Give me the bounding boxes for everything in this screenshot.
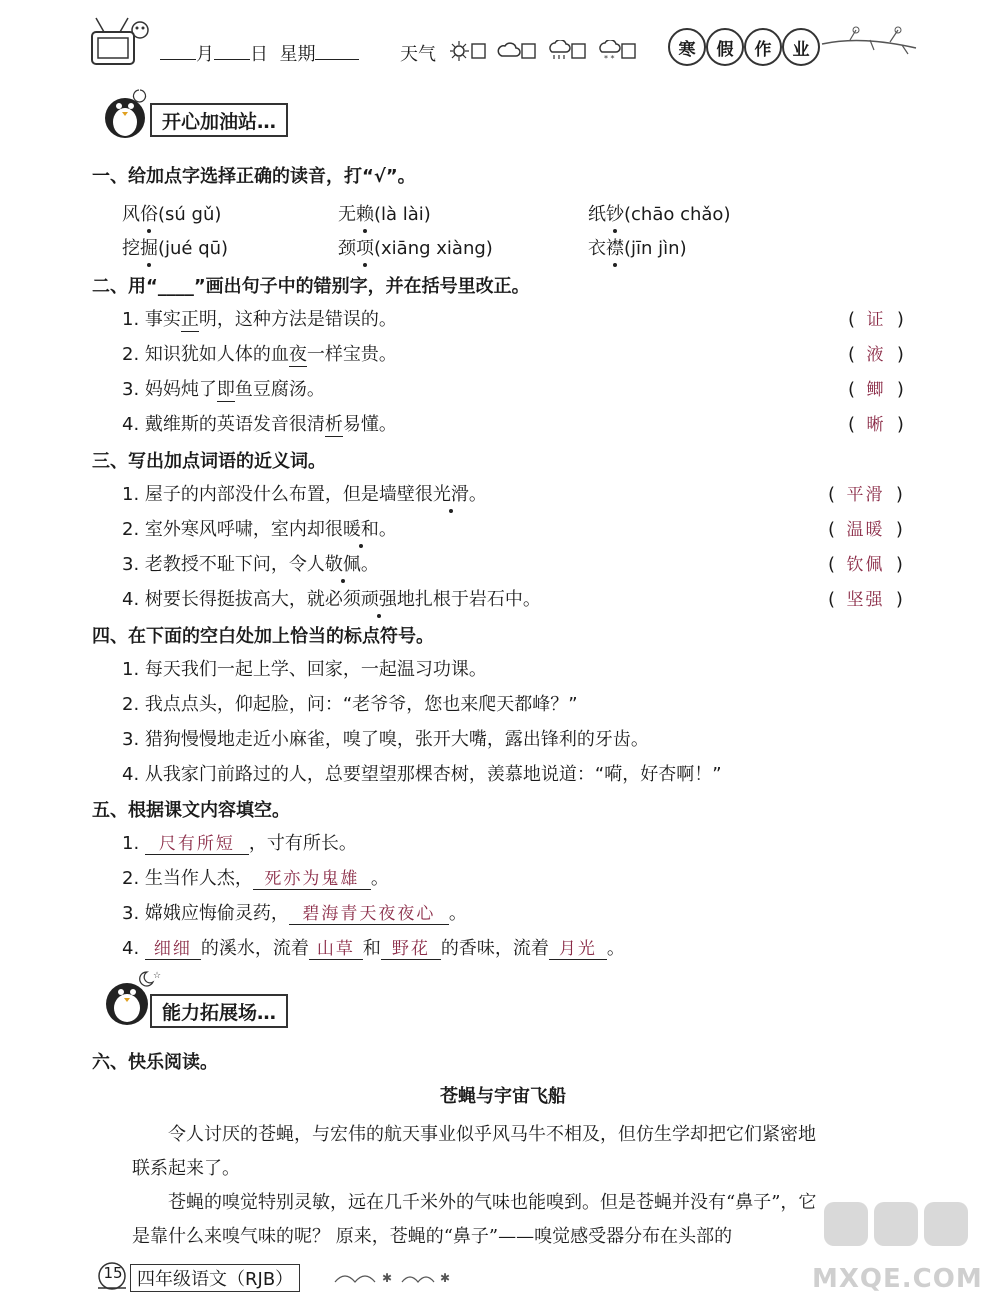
- synonym-answer-1: ( 平滑 ): [828, 484, 903, 505]
- punctuation-item-2: 2. 我点点头，仰起脸，问：“老爷爷，您也来爬天都峰？”: [122, 694, 578, 715]
- weather-line: 天气: [400, 44, 436, 65]
- cloud-icon: [498, 43, 520, 56]
- synonym-item-1: 1. 屋子的内部没什么布置，但是墙壁很光滑。: [122, 484, 487, 505]
- section-banner-ability: 能力拓展场…: [150, 994, 288, 1028]
- svg-text:☆: ☆: [153, 971, 162, 981]
- seal-char-1: 寒: [668, 28, 706, 66]
- typo-answer-2: ( 液 ): [848, 344, 904, 365]
- fill-item-3: 3. 嫦娥应悔偷灵药， 碧海青天夜夜心 。: [122, 899, 467, 925]
- typo-item-2: 2. 知识犹如人体的血夜一样宝贵。: [122, 344, 397, 365]
- seal-char-4: 业: [782, 28, 820, 66]
- pinyin-item-4: 挖掘(jué qū): [122, 238, 229, 259]
- svg-text:✱: ✱: [382, 1271, 393, 1285]
- pinyin-item-5: 颈项(xiāng xiàng): [338, 238, 493, 259]
- typo-item-1: 1. 事实正明，这种方法是错误的。: [122, 309, 397, 330]
- snow-icon: [600, 40, 620, 62]
- branch-decoration-icon: [820, 22, 920, 62]
- paragraph-1-line-2: 联系起来了。: [132, 1158, 240, 1179]
- watermark-text: MXQE.COM: [812, 1264, 983, 1294]
- fill-item-2: 2. 生当作人杰， 死亦为鬼雄 。: [122, 864, 389, 890]
- synonym-item-2: 2. 室外寒风呼啸，室内却很暖和。: [122, 519, 397, 540]
- section-4-title: 四、在下面的空白处加上恰当的标点符号。: [92, 626, 434, 647]
- pinyin-item-1: 风俗(sú gǔ): [122, 204, 222, 225]
- section-5-title: 五、根据课文内容填空。: [92, 800, 290, 821]
- synonym-item-3: 3. 老教授不耻下问，令人敬佩。: [122, 554, 379, 575]
- penguin-mascot-icon: [95, 82, 155, 142]
- pinyin-item-2: 无赖(là lài): [338, 204, 431, 225]
- typo-item-3: 3. 妈妈炖了即鱼豆腐汤。: [122, 379, 325, 400]
- footer-decoration-icon: [330, 1262, 460, 1292]
- section-3-title: 三、写出加点词语的近义词。: [92, 451, 326, 472]
- pinyin-item-3: 纸钞(chāo chǎo): [588, 204, 731, 225]
- fill-item-1: 1. 尺有所短 ，寸有所长。: [122, 829, 357, 855]
- section-2-title: 二、用“____”画出句子中的错别字，并在括号里改正。: [92, 276, 530, 297]
- watermark-logo-icon: [818, 1196, 978, 1260]
- punctuation-item-3: 3. 猎狗慢慢地走近小麻雀，嗅了嗅，张开大嘴，露出锋利的牙齿。: [122, 729, 649, 750]
- rain-icon: [550, 40, 570, 59]
- punctuation-item-4: 4. 从我家门前路过的人，总要望望那棵杏树，羡慕地说道：“嗬，好杏啊！”: [122, 764, 722, 785]
- svg-text:* *: * *: [604, 54, 615, 62]
- fill-item-4: 4. 细细 的溪水，流着 山草 和 野花 的香味，流着 月光 。: [122, 934, 625, 960]
- section-1-title: 一、给加点字选择正确的读音，打“√”。: [92, 166, 416, 187]
- synonym-answer-4: ( 坚强 ): [828, 589, 903, 610]
- seal-char-2: 假: [706, 28, 744, 66]
- weather-icons: [450, 40, 650, 62]
- paragraph-2-line-1: 苍蝇的嗅觉特别灵敏，远在几千米外的气味也能嗅到。但是苍蝇并没有“鼻子”，它: [168, 1192, 817, 1213]
- book-label: 四年级语文（RJB）: [130, 1264, 300, 1292]
- typo-answer-4: ( 晰 ): [848, 414, 904, 435]
- section-6-title: 六、快乐阅读。: [92, 1052, 218, 1073]
- sun-icon: [450, 41, 469, 61]
- punctuation-item-1: 1. 每天我们一起上学、回家，一起温习功课。: [122, 659, 487, 680]
- typo-item-4: 4. 戴维斯的英语发音很清析易懂。: [122, 414, 397, 435]
- svg-text:✱: ✱: [440, 1271, 451, 1285]
- header-bar: [0, 0, 1000, 80]
- synonym-answer-2: ( 温暖 ): [828, 519, 903, 540]
- paragraph-1-line-1: 令人讨厌的苍蝇，与宏伟的航天事业似乎风马牛不相及，但仿生学却把它们紧密地: [168, 1124, 816, 1145]
- synonym-answer-3: ( 钦佩 ): [828, 554, 903, 575]
- page-number: 15: [103, 1264, 123, 1282]
- paragraph-2-line-2: 是靠什么来嗅气味的呢？ 原来，苍蝇的“鼻子”——嗅觉感受器分布在头部的: [132, 1226, 733, 1247]
- synonym-item-4: 4. 树要长得挺拔高大，就必须顽强地扎根于岩石中。: [122, 589, 541, 610]
- typo-answer-3: ( 鲫 ): [848, 379, 904, 400]
- typo-answer-1: ( 证 ): [848, 309, 904, 330]
- date-line: 月 日 星期: [160, 40, 359, 66]
- pinyin-item-6: 衣襟(jīn jìn): [588, 238, 687, 259]
- section-banner-happy: 开心加油站…: [150, 103, 288, 137]
- article-title: 苍蝇与宇宙飞船: [440, 1086, 566, 1107]
- seal-char-3: 作: [744, 28, 782, 66]
- tv-cartoon-icon: [84, 12, 154, 72]
